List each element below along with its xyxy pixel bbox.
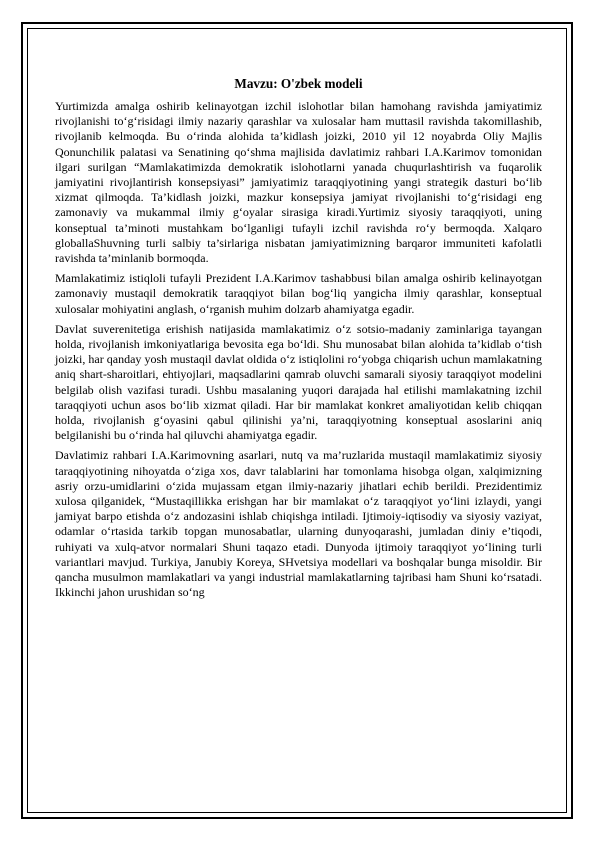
paragraph-1: Yurtimizda amalga oshirib kelinayotgan izchil islohotlar bilan hamohang ravishda jamiyatimiz rivojlanishi to‘g‘risidagi ilmiy nazariy qarashlar va xulosalar ham muttasil ravishda takomillashib, rivojlanib kelmoqda. Bu o‘rinda alohida ta’kidlash joizki, 2010 yil 12 noyabrda Oliy Majlis Qonunchilik palatasi va Senatining qo‘shma majlisida davlatimiz rahbari I.A.Karimov tomonidan ilgari surilgan “Mamlakatimizda demokratik islohotlarni yanada chuqurlashtirish va fuqarolik jamiyatini rivojlantirish konsepsiyasi” jamiyatimiz taraqqiyotining yangi strategik dasturi bo‘lib xizmat qilmoqda. Ta’kidlash joizki, mazkur konsepsiya jamiyat rivojlanishi to‘g‘risidagi eng zamonaviy va mukammal ilmiy g‘oyalar sirasiga kiradi.Yurtimiz siyosiy taraqqiyoti, uning konseptual ta’minoti mustahkam bo‘lganligi tufayli izchil ravishda ro‘y bermoqda. Xalqaro globallaShuvning turli salbiy ta’sirlariga nisbatan jamiyatimizning barqaror immuniteti kafolatli ravishda ta’minlanib bormoqda. (55, 99, 542, 266)
document-body (55, 76, 542, 606)
paragraph-2: Mamlakatimiz istiqloli tufayli Prezident I.A.Karimov tashabbusi bilan amalga oshirib kelinayotgan zamonaviy mustaqil demokratik taraqqiyot bilan bog‘liq yangicha ilmiy qarashlar, konseptual xulosalar mohiyatini anglash, o‘rganish muhim dolzarb ahamiyatga egadir. (55, 271, 542, 316)
document-title: Mavzu: O'zbek modeli (234, 76, 363, 91)
paragraph-3: Davlat suverenitetiga erishish natijasida mamlakatimiz o‘z sotsio-madaniy zaminlariga tayangan holda, rivojlanish imkoniyatlariga bevosita ega bo‘ldi. Shu munosabat bilan alohida ta’kidlab o‘tish joizki, har qanday yosh mustaqil davlat oldida o‘z istiqlolini ro‘yobga chiqarish uchun mamlakatning aniq shart-sharoitlari, ehtiyojlari, maqsadlarini qamrab oluvchi samarali siyosiy taraqqiyot modelini belgilab olish vazifasi turadi. Ushbu masalaning yuqori darajada hal etilishi mamlakatning izchil taraqqiyoti uchun asos bo‘lib xizmat qiladi. Har bir mamlakat konkret amaliyotidan kelib chiqqan holda, rivojlanish g‘oyasini qabul qilinishi ya’ni, taraqqiyotning konseptual asoslarini aniq belgilanishi bu o‘rinda hal qiluvchi ahamiyatga egadir. (55, 321, 542, 443)
paragraph-4: Davlatimiz rahbari I.A.Karimovning asarlari, nutq va ma’ruzlarida mustaqil mamlakatimiz siyosiy taraqqiyotining nihoyatda o‘ziga xos, davr talablarini har tomonlama hisobga olgan, xalqimizning asriy orzu-umidlarini o‘zida mujassam etgan ilmiy-nazariy jihatlari echib berildi. Prezidentimiz xulosa qilganidek, “Mustaqillikka erishgan har bir mamlakat o‘z taraqqiyot yo‘lini izlaydi, yangi jamiyat barpo etishda o‘z andozasini ishlab chiqishga intiladi. Ijtimoiy-iqtisodiy va siyosiy vaziyat, odamlar o‘rtasida tarkib topgan munosabatlar, ularning dunyoqarashi, jumladan diniy e’tiqodi, ruhiyati va xulq-atvor normalari Shuni taqazo etadi. Dunyoda ijtimoiy taraqqiyot yo‘lining turli variantlari mavjud. Turkiya, Janubiy Koreya, SHvetsiya modellari va boshqalar bunga misoldir. Bir qancha musulmon mamlakatlari va yangi industrial mamlakatlarning tajribasi ham Shuni ko‘rsatadi. Ikkinchi jahon urushidan so‘ng (55, 448, 542, 600)
